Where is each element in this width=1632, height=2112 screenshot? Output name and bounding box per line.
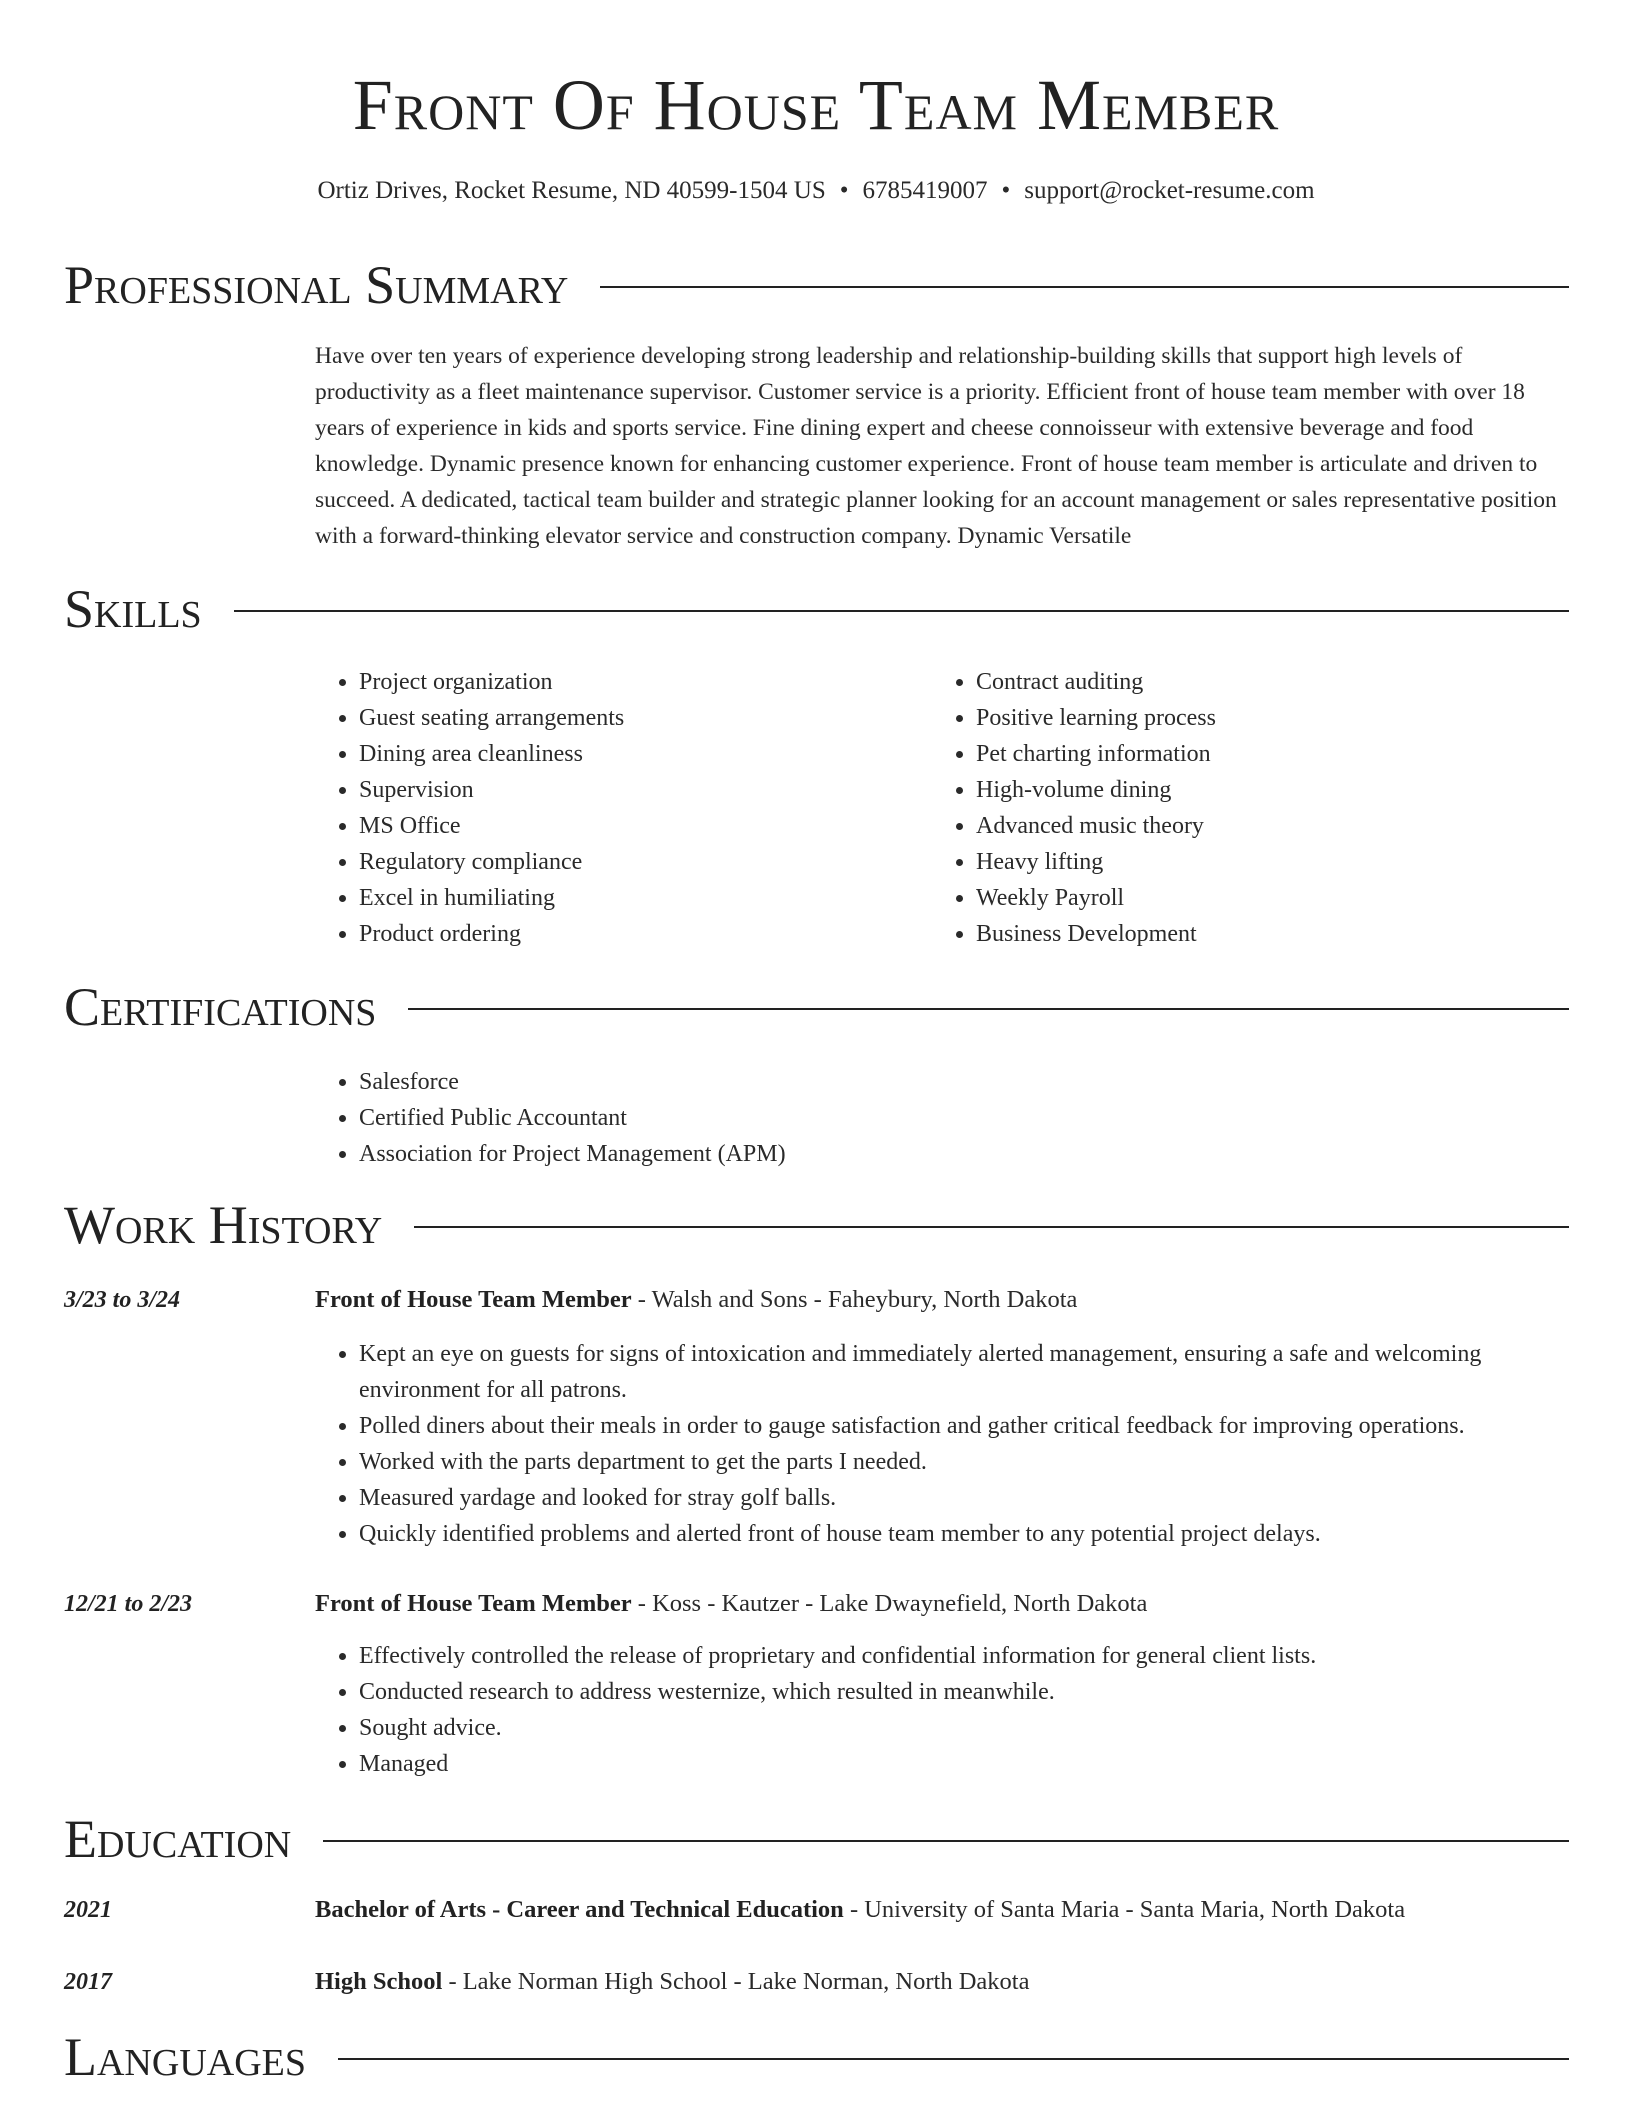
- skill-item: • Weekly Payroll: [976, 880, 1562, 916]
- education-school: - Lake Norman High School - Lake Norman, North Dakota: [442, 1968, 1030, 1995]
- skill-item: • MS Office: [359, 808, 915, 844]
- job-date: 12/21 to 2/23: [64, 1591, 193, 1617]
- section-divider: [600, 286, 1569, 288]
- section-title: Skills: [64, 579, 202, 639]
- job-bullet: • Worked with the parts department to get the parts I needed.: [359, 1444, 1571, 1480]
- section-divider: [338, 2058, 1569, 2060]
- education-year: 2017: [64, 1969, 112, 1995]
- contact-separator: •: [839, 177, 849, 204]
- skill-item: • Excel in humiliating: [359, 880, 915, 916]
- contact-address: Ortiz Drives, Rocket Resume, ND 40599-1504 US: [317, 177, 826, 204]
- work-history-section-heading: [64, 1192, 1569, 1258]
- section-divider: [234, 610, 1569, 612]
- job-header: [315, 1282, 1571, 1318]
- skill-item: • Advanced music theory: [976, 808, 1562, 844]
- skill-item: • Guest seating arrangements: [359, 700, 915, 736]
- contact-email[interactable]: support@rocket-resume.com: [1024, 177, 1315, 204]
- certification-item: • Association for Project Management (APM): [359, 1136, 1215, 1172]
- section-divider: [323, 1840, 1569, 1842]
- job-bullet: • Kept an eye on guests for signs of intoxication and immediately alerted management, ensuring a safe and welcoming environment for all patrons.: [359, 1336, 1571, 1408]
- contact-phone: 6785419007: [862, 177, 988, 204]
- section-title: Education: [64, 1809, 292, 1869]
- summary-section-heading: [64, 252, 1569, 318]
- job-date: 3/23 to 3/24: [64, 1287, 181, 1313]
- job-employer: - Koss - Kautzer - Lake Dwaynefield, North Dakota: [631, 1590, 1148, 1617]
- section-divider: [414, 1226, 1569, 1228]
- skill-item: • Project organization: [359, 664, 915, 700]
- section-title: Work History: [64, 1195, 383, 1255]
- skill-item: • Heavy lifting: [976, 844, 1562, 880]
- skill-item: • Product ordering: [359, 916, 915, 952]
- skill-item: • Contract auditing: [976, 664, 1562, 700]
- skills-column-left: [315, 664, 915, 952]
- education-section-heading: [64, 1806, 1569, 1872]
- job-bullet: • Quickly identified problems and alerted front of house team member to any potential project delays.: [359, 1516, 1571, 1552]
- job-bullet: • Measured yardage and looked for stray golf balls.: [359, 1480, 1571, 1516]
- contact-separator: •: [1001, 177, 1011, 204]
- certification-item: • Certified Public Accountant: [359, 1100, 1215, 1136]
- languages-section-heading: [64, 2024, 1569, 2090]
- education-school: - University of Santa Maria - Santa Maria, North Dakota: [843, 1896, 1406, 1923]
- section-title: Certifications: [64, 977, 377, 1037]
- section-title: Professional Summary: [64, 255, 569, 315]
- education-entry: [315, 1964, 1571, 2000]
- certification-item: • Salesforce: [359, 1064, 1215, 1100]
- certifications-section-heading: [64, 974, 1569, 1040]
- education-year: 2021: [64, 1897, 112, 1923]
- skill-item: • High-volume dining: [976, 772, 1562, 808]
- job-bullet: • Managed: [359, 1746, 1571, 1782]
- education-degree: Bachelor of Arts - Career and Technical Education: [315, 1896, 844, 1923]
- summary-text: Have over ten years of experience developing strong leadership and relationship-building skills that support high levels of productivity as a fleet maintenance supervisor. Customer service is a priority. Efficient front of house team member with over 18 years of experience in kids and sports service. Fine dining expert and cheese connoisseur with extensive beverage and food knowledge. Dynamic presence known for enhancing customer experience. Front of house team member is articulate and driven to succeed. A dedicated, tactical team builder and strategic planner looking for an account management or sales representative position with a forward-thinking elevator service and construction company. Dynamic Versatile: [315, 343, 1557, 549]
- skill-item: • Dining area cleanliness: [359, 736, 915, 772]
- education-entry: [315, 1892, 1571, 1928]
- certifications-list: [315, 1064, 1215, 1172]
- job-header: [315, 1586, 1571, 1622]
- job-bullet: • Conducted research to address westernize, which resulted in meanwhile.: [359, 1674, 1571, 1710]
- skills-section-heading: [64, 576, 1569, 642]
- skill-item: • Pet charting information: [976, 736, 1562, 772]
- skill-item: • Regulatory compliance: [359, 844, 915, 880]
- skill-item: • Business Development: [976, 916, 1562, 952]
- job-bullet: • Polled diners about their meals in order to gauge satisfaction and gather critical feedback for improving operations.: [359, 1408, 1571, 1444]
- job-bullet: • Effectively controlled the release of proprietary and confidential information for general client lists.: [359, 1638, 1571, 1674]
- contact-line: [0, 174, 1632, 208]
- section-divider: [408, 1008, 1569, 1010]
- job-title: Front of House Team Member: [315, 1590, 632, 1617]
- job-bullets: [315, 1336, 1571, 1552]
- section-title: Languages: [64, 2027, 306, 2087]
- resume-name: Front Of House Team Member: [352, 65, 1280, 145]
- job-bullets: [315, 1638, 1571, 1782]
- job-bullet: • Sought advice.: [359, 1710, 1571, 1746]
- skill-item: • Supervision: [359, 772, 915, 808]
- job-title: Front of House Team Member: [315, 1286, 632, 1313]
- skills-column-right: [932, 664, 1562, 952]
- job-employer: - Walsh and Sons - Faheybury, North Dakota: [631, 1286, 1078, 1313]
- skill-item: • Positive learning process: [976, 700, 1562, 736]
- education-degree: High School: [315, 1968, 443, 1995]
